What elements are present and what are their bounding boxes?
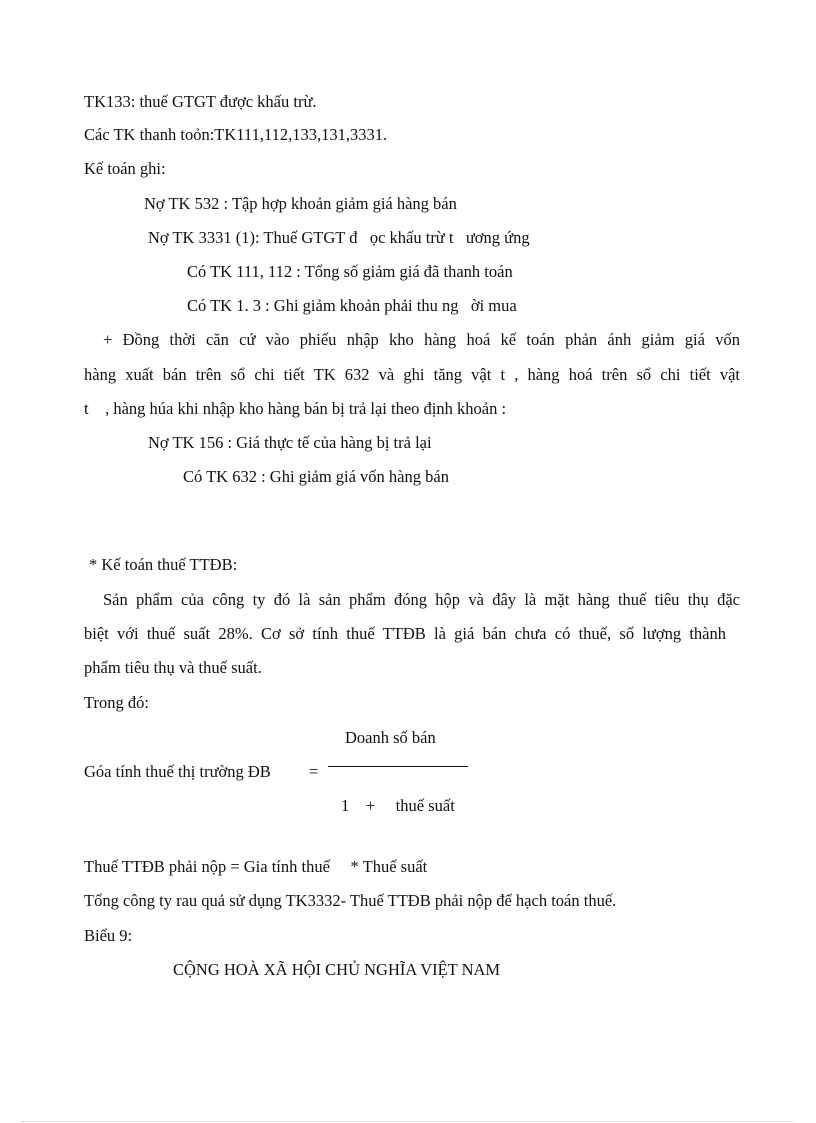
line-where: Trong đó: — [84, 693, 149, 712]
paragraph-special-tax-line1: Sản phẩm của công ty đó là sản phẩm đóng hộp và đây là mặt hàng thuế tiêu thụ đặc — [103, 590, 740, 609]
paragraph-special-tax-line3: phẩm tiêu thụ và thuế suất. — [84, 658, 262, 677]
line-tk133: TK133: thuế GTGT được khấu trừ. — [84, 92, 317, 111]
paragraph-simultaneous-line3: t , hàng húa khi nhập kho hàng bán bị trả lại theo định khoản : — [84, 399, 507, 418]
entry-debit-3331: Nợ TK 3331 (1): Thuế GTGT đ ọc khấu trừ t ương ứng — [148, 228, 530, 247]
entry-debit-532: Nợ TK 532 : Tập hợp khoản giảm giá hàng bán — [144, 194, 457, 213]
formula-denominator: 1 + thuế suất — [341, 796, 455, 815]
line-payment-accounts: Các TK thanh toỏn:TK111,112,133,131,3331. — [84, 125, 388, 144]
formula-equals: = — [309, 762, 319, 781]
entry-debit-156: Nợ TK 156 : Giá thực tế của hàng bị trả lại — [148, 433, 432, 452]
line-table-9: Biểu 9: — [84, 926, 133, 945]
entry-credit-13: Có TK 1. 3 : Ghi giảm khoản phải thu ng ời mua — [187, 296, 517, 315]
entry-credit-111-112: Có TK 111, 112 : Tổng số giảm giá đã thanh toán — [187, 262, 513, 281]
page-bottom-edge — [22, 1121, 794, 1122]
formula-numerator: Doanh số bán — [345, 728, 436, 747]
line-tk3332: Tổng công ty rau quả sử dụng TK3332- Thuế TTĐB phải nộp để hạch toán thuế. — [84, 891, 617, 910]
formula-lhs: Góa tính thuế thị trường ĐB — [84, 762, 271, 781]
entry-credit-632: Có TK 632 : Ghi giảm giá vốn hàng bán — [183, 467, 449, 486]
paragraph-special-tax-line2: biệt với thuế suất 28%. Cơ sở tính thuế TTĐB là giá bán chưa có thuế, số lượng thành — [84, 624, 726, 643]
line-accounting-entry: Kế toán ghi: — [84, 159, 166, 178]
section-heading-special-tax: * Kế toán thuế TTĐB: — [89, 555, 238, 574]
fraction-bar — [328, 766, 468, 767]
paragraph-simultaneous-line1: + Đồng thời căn cứ vào phiếu nhập kho hàng hoá kế toán phản ánh giảm giá vốn — [103, 330, 740, 349]
national-heading: CỘNG HOÀ XÃ HỘI CHỦ NGHĨA VIỆT NAM — [173, 960, 501, 979]
paragraph-simultaneous-line2: hàng xuất bán trên sổ chi tiết TK 632 và ghi tăng vật t , hàng hoá trên sổ chi tiết vật — [84, 365, 740, 384]
line-tax-payable: Thuế TTĐB phải nộp = Gia tính thuế * Thuế suất — [84, 857, 428, 876]
